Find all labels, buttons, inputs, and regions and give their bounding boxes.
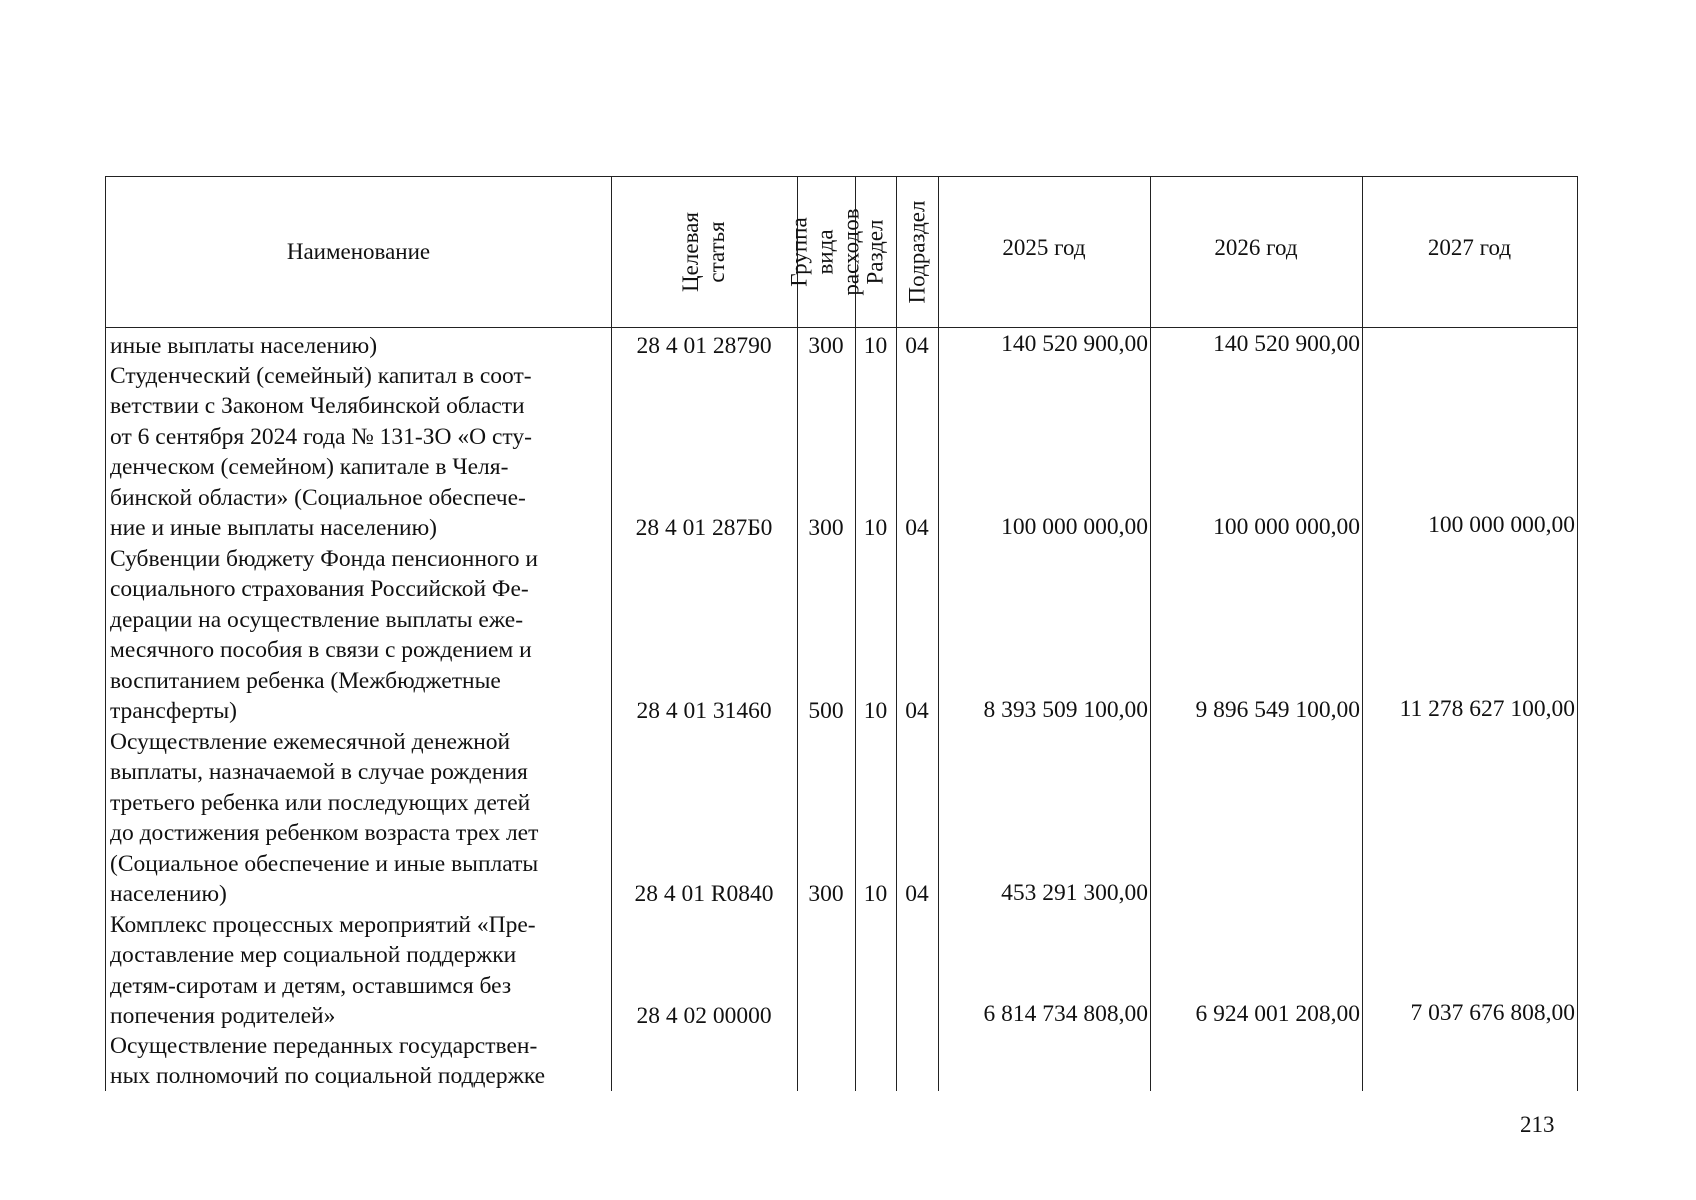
row-section: 10 — [863, 333, 888, 359]
row-subsection: 04 — [905, 881, 929, 907]
row-value-2025: 453 291 300,00 — [1001, 880, 1148, 906]
row-subsection: 04 — [905, 698, 929, 724]
header-expense-group: Группа вида расходов — [787, 208, 865, 296]
page-number: 213 — [1520, 1112, 1555, 1137]
row-subsection: 04 — [905, 515, 929, 541]
row-name: иные выплаты населению) — [110, 333, 378, 359]
row-code: 28 4 01 31460 — [636, 698, 772, 724]
row-group: 300 — [808, 333, 844, 359]
row-name: Студенческий (семейный) капитал в соот- ветствии с Законом Челябинской области от 6 сентября 2024 года № 131-ЗО «О сту- денческом (семейном) капитале в Челя- бинской области» (Социальное обеспече- ние и иные выплаты населению) — [110, 363, 532, 542]
header-subsection: Подраздел — [904, 200, 930, 304]
row-name: Субвенции бюджету Фонда пенсионного и социального страхования Российской Фе- дерации на осуществление выплаты еже- месячного пособия в связи с рождением и воспитанием ребенка (Межбюджетные трансферты) — [110, 546, 538, 725]
row-group: 300 — [808, 881, 844, 907]
row-code: 28 4 02 00000 — [636, 1003, 772, 1029]
row-value-2026: 140 520 900,00 — [1213, 331, 1360, 357]
header-section: Раздел — [862, 219, 888, 285]
row-value-2026: 100 000 000,00 — [1213, 514, 1360, 540]
row-code: 28 4 01 28790 — [636, 333, 772, 359]
header-2025: 2025 год — [1002, 235, 1086, 260]
row-section: 10 — [863, 515, 888, 541]
row-name: Осуществление переданных государствен- ных полномочий по социальной поддержке — [110, 1033, 546, 1090]
budget-table — [105, 176, 1578, 1091]
row-value-2025: 8 393 509 100,00 — [983, 697, 1148, 723]
row-value-2027: 11 278 627 100,00 — [1399, 696, 1575, 722]
row-subsection: 04 — [905, 333, 929, 359]
row-value-2025: 100 000 000,00 — [1001, 514, 1148, 540]
row-value-2027: 7 037 676 808,00 — [1410, 1000, 1575, 1026]
header-2027: 2027 год — [1427, 235, 1512, 260]
row-name: Осуществление ежемесячной денежной выплаты, назначаемой в случае рождения третьего ребенка или последующих детей до достижения ребенком возраста трех лет (Социальное обеспечение и иные выплаты населению) — [110, 729, 539, 908]
row-value-2026: 6 924 001 208,00 — [1195, 1001, 1360, 1027]
row-section: 10 — [863, 698, 888, 724]
row-code: 28 4 01 287Б0 — [635, 515, 773, 541]
row-code: 28 4 01 R0840 — [634, 881, 774, 907]
row-section: 10 — [863, 881, 888, 907]
row-group: 500 — [808, 698, 844, 724]
row-group: 300 — [808, 515, 844, 541]
row-name: Комплекс процессных мероприятий «Пре- доставление мер социальной поддержки детям-сиротам и детям, оставшимся без попечения родителей» — [110, 912, 536, 1030]
row-value-2025: 140 520 900,00 — [1001, 331, 1148, 357]
header-target-article: Целевая статья — [678, 212, 729, 292]
header-name: Наименование — [286, 239, 431, 264]
header-divider — [106, 327, 1577, 328]
header-2026: 2026 год — [1214, 235, 1298, 260]
row-value-2025: 6 814 734 808,00 — [983, 1001, 1148, 1027]
row-value-2026: 9 896 549 100,00 — [1195, 697, 1360, 723]
row-value-2027: 100 000 000,00 — [1428, 512, 1575, 538]
